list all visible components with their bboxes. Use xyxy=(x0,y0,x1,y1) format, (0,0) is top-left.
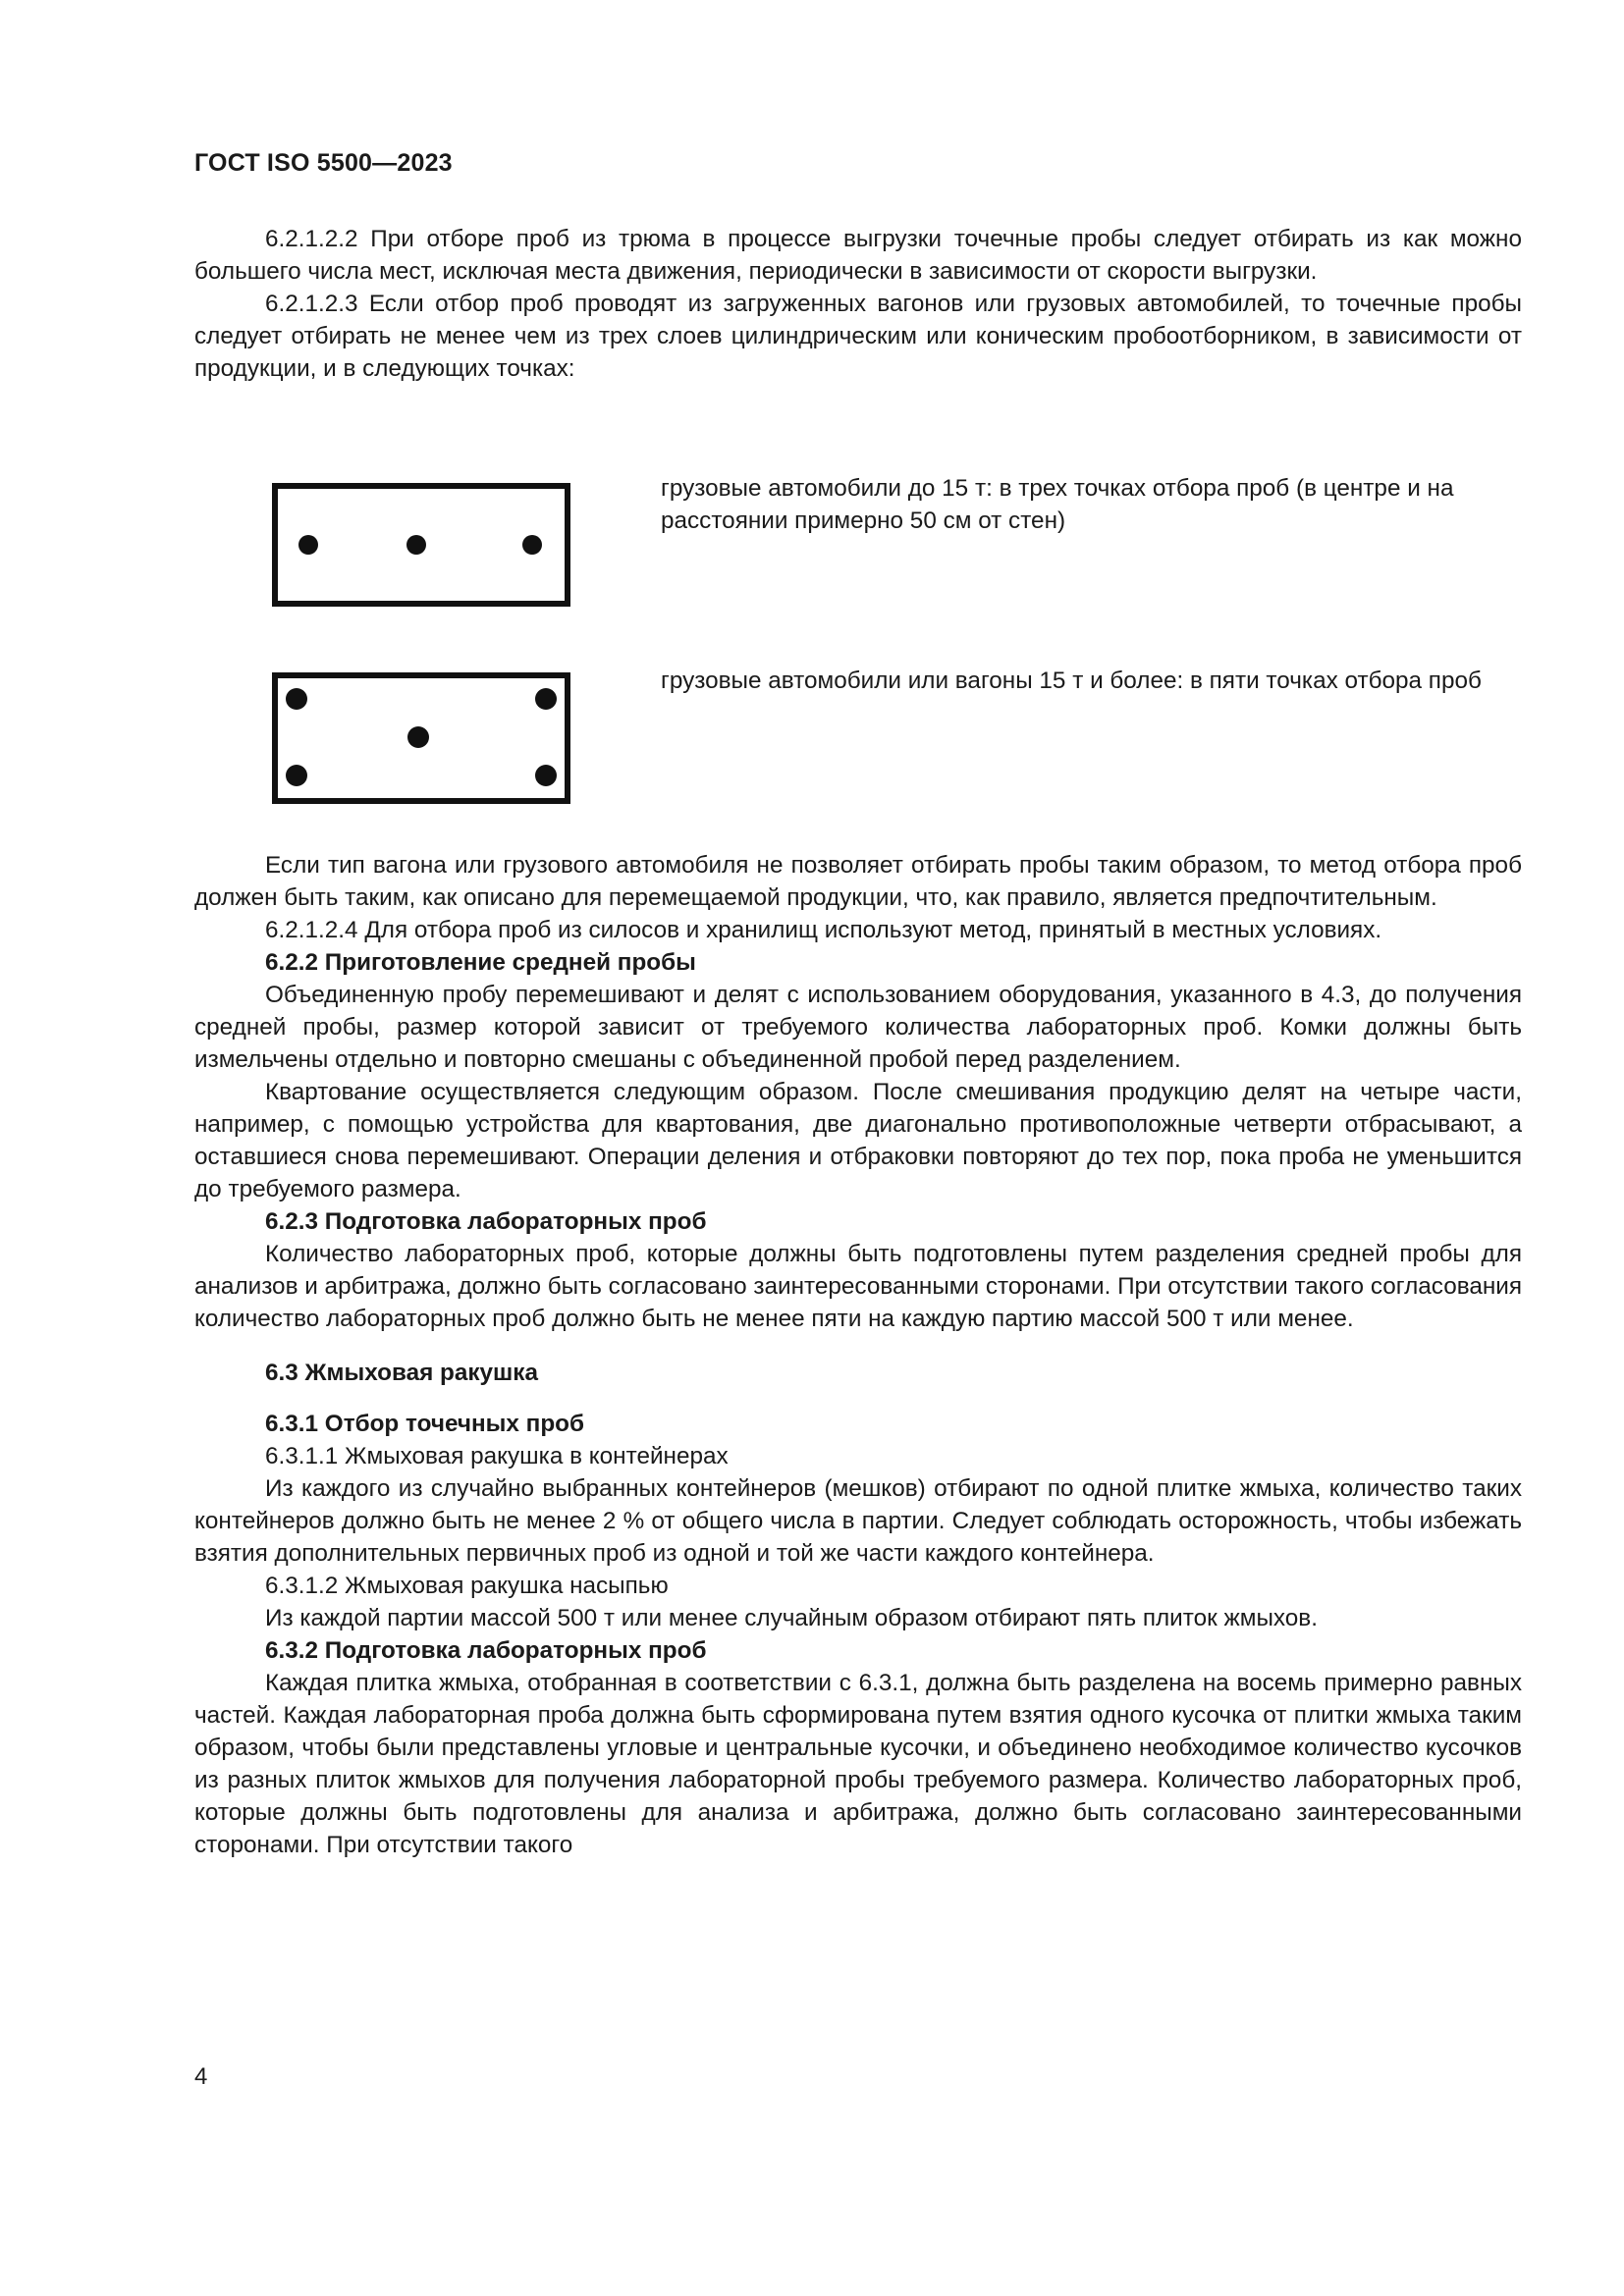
heading-6-2-2: 6.2.2 Приготовление средней пробы xyxy=(265,949,696,976)
sampling-point xyxy=(535,765,557,786)
heading-6-2-3: 6.2.3 Подготовка лабораторных проб xyxy=(265,1208,707,1235)
paragraph-6-2-1-2-2: 6.2.1.2.2 При отборе проб из трюма в процессе выгрузки точечные пробы следует отбирать из как можно большего числа мест, исключая места движения, периодически в зависимости от скорости выгрузки. xyxy=(194,226,1522,285)
paragraph-quartering: Квартование осуществляется следующим образом. После смешивания продукцию делят на четыре части, например, с помощью устройства для квартования, две диагонально противоположные четверти отбрасывают, а оставшиеся снова перемешивают. Операции деления и отбраковки повторяют до тех пор, пока проба не уменьшится до требуемого размера. xyxy=(194,1079,1522,1202)
paragraph-6-2-1-2-4: 6.2.1.2.4 Для отбора проб из силосов и хранилищ используют метод, принятый в местных условиях. xyxy=(265,917,1382,943)
paragraph-6-3-1-1: 6.3.1.1 Жмыховая ракушка в контейнерах xyxy=(265,1443,729,1469)
paragraph-6-3-1-2: 6.3.1.2 Жмыховая ракушка насыпью xyxy=(265,1573,669,1599)
sampling-point xyxy=(286,765,307,786)
page-number: 4 xyxy=(194,2063,208,2090)
text-block-top xyxy=(194,223,1522,385)
paragraph-combined-sample: Объединенную пробу перемешивают и делят с использованием оборудования, указанного в 4.3, до получения средней пробы, размер которой зависит от требуемого количества лабораторных проб. Комки должны быть измельчены отдельно и повторно смешаны с объединенной пробой перед разделением. xyxy=(194,982,1522,1073)
heading-6-3-1: 6.3.1 Отбор точечных проб xyxy=(265,1411,585,1437)
paragraph-vehicle-method: Если тип вагона или грузового автомобиля не позволяет отбирать пробы таким образом, то метод отбора проб должен быть таким, как описано для перемещаемой продукции, что, как правило, является предпочтительным. xyxy=(194,852,1522,911)
sampling-point xyxy=(298,535,318,555)
sampling-point xyxy=(286,688,307,710)
figure-1-caption: грузовые автомобили до 15 т: в трех точках отбора проб (в центре и на расстоянии примерно 50 см от стен) xyxy=(661,475,1454,534)
sampling-point xyxy=(407,726,429,748)
figure-five-point-diagram xyxy=(265,666,579,813)
paragraph-containers: Из каждого из случайно выбранных контейнеров (мешков) отбирают по одной плитке жмыха, количество таких контейнеров должно быть не менее 2 % от общего числа в партии. Следует соблюдать осторожность, чтобы избежать взятия дополнительных первичных проб из одной и той же части каждого контейнера. xyxy=(194,1475,1522,1567)
paragraph-cake-division: Каждая плитка жмыха, отобранная в соответствии с 6.3.1, должна быть разделена на восемь примерно равных частей. Каждая лабораторная проба должна быть сформирована путем взятия одного кусочка от плитки жмыха таким образом, чтобы были представлены угловые и центральные кусочки, и объединено необходимое количество кусочков из разных плиток жмыхов для получения лабораторной пробы требуемого размера. Количество лабораторных проб, которые должны быть подготовлены для анализа и арбитража, должно быть согласовано заинтересованными сторонами. При отсутствии такого xyxy=(194,1670,1522,1858)
paragraph-bulk: Из каждой партии массой 500 т или менее случайным образом отбирают пять плиток жмыхов. xyxy=(265,1605,1318,1631)
document-header: ГОСТ ISO 5500—2023 xyxy=(194,149,453,177)
heading-6-3: 6.3 Жмыховая ракушка xyxy=(265,1360,538,1386)
paragraph-6-2-1-2-3: 6.2.1.2.3 Если отбор проб проводят из загруженных вагонов или грузовых автомобилей, то точечные пробы следует отбирать не менее чем из трех слоев цилиндрическим или коническим пробоотборником, в зависимости от продукции, и в следующих точках: xyxy=(194,291,1522,382)
sampling-point xyxy=(535,688,557,710)
paragraph-lab-samples-count: Количество лабораторных проб, которые должны быть подготовлены путем разделения средней пробы для анализов и арбитража, должно быть согласовано заинтересованными сторонами. При отсутствии такого согласования количество лабораторных проб должно быть не менее пяти на каждую партию массой 500 т или менее. xyxy=(194,1241,1523,1332)
text-block-main xyxy=(194,849,1522,1861)
figure-2-caption: грузовые автомобили или вагоны 15 т и более: в пяти точках отбора проб xyxy=(661,667,1482,694)
sampling-point xyxy=(406,535,426,555)
figure-three-point-diagram xyxy=(265,476,579,614)
heading-6-3-2: 6.3.2 Подготовка лабораторных проб xyxy=(265,1637,707,1664)
sampling-point xyxy=(522,535,542,555)
